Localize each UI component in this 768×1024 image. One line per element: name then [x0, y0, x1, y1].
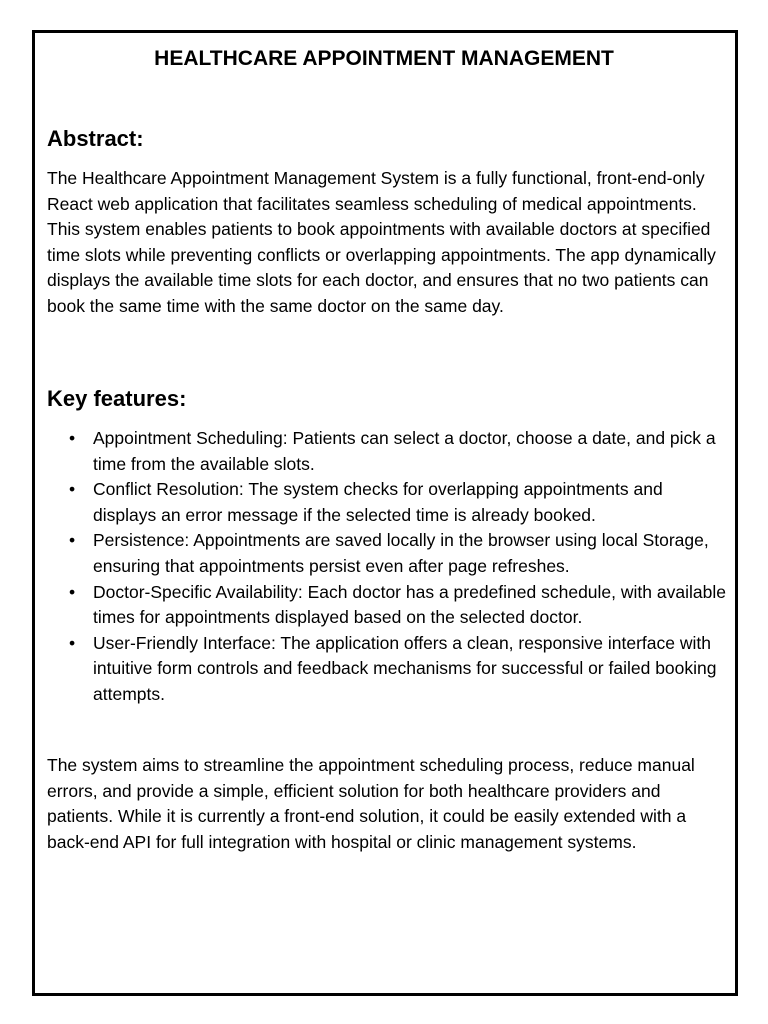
bullet-icon: •	[69, 581, 76, 602]
feature-text: Appointment Scheduling: Patients can select a doctor, choose a date, and pick a time from the available slots.	[93, 428, 716, 474]
feature-text: Conflict Resolution: The system checks for overlapping appointments and displays an error message if the selected time is already booked.	[93, 479, 663, 525]
bullet-icon: •	[69, 479, 76, 500]
feature-text: User-Friendly Interface: The application offers a clean, responsive interface with intuitive form controls and feedback mechanisms for successful or failed booking attempts.	[93, 632, 717, 704]
list-item	[47, 580, 727, 631]
bullet-icon: •	[69, 530, 76, 551]
list-item	[47, 477, 727, 528]
list-item	[47, 631, 727, 708]
list-item	[47, 528, 727, 579]
abstract-heading: Abstract:	[47, 126, 144, 151]
feature-text: Doctor-Specific Availability: Each doctor has a predefined schedule, with available times for appointments displayed based on the selected doctor.	[93, 581, 726, 628]
list-item	[47, 426, 727, 477]
bullet-icon: •	[69, 632, 76, 653]
feature-text: Persistence: Appointments are saved locally in the browser using local Storage, ensuring that appointments persist even after page refreshes.	[93, 530, 709, 576]
abstract-paragraph: The Healthcare Appointment Management System is a fully functional, front-end-only React web application that facilitates seamless scheduling of medical appointments. This system enables patients to book appointments with available doctors at specified time slots while preventing conflicts or overlapping appointments. The app dynamically displays the available time slots for each doctor, and ensures that no two patients can book the same time with the same doctor on the same day.	[47, 168, 716, 316]
key-features-heading: Key features:	[47, 386, 187, 411]
document-title: HEALTHCARE APPOINTMENT MANAGEMENT	[154, 47, 614, 70]
closing-paragraph: The system aims to streamline the appointment scheduling process, reduce manual errors, and provide a simple, efficient solution for both healthcare providers and patients. While it is currently a front-end solution, it could be easily extended with a back-end API for full integration with hospital or clinic management systems.	[47, 755, 695, 852]
key-features-list	[47, 426, 727, 708]
bullet-icon: •	[69, 428, 76, 448]
